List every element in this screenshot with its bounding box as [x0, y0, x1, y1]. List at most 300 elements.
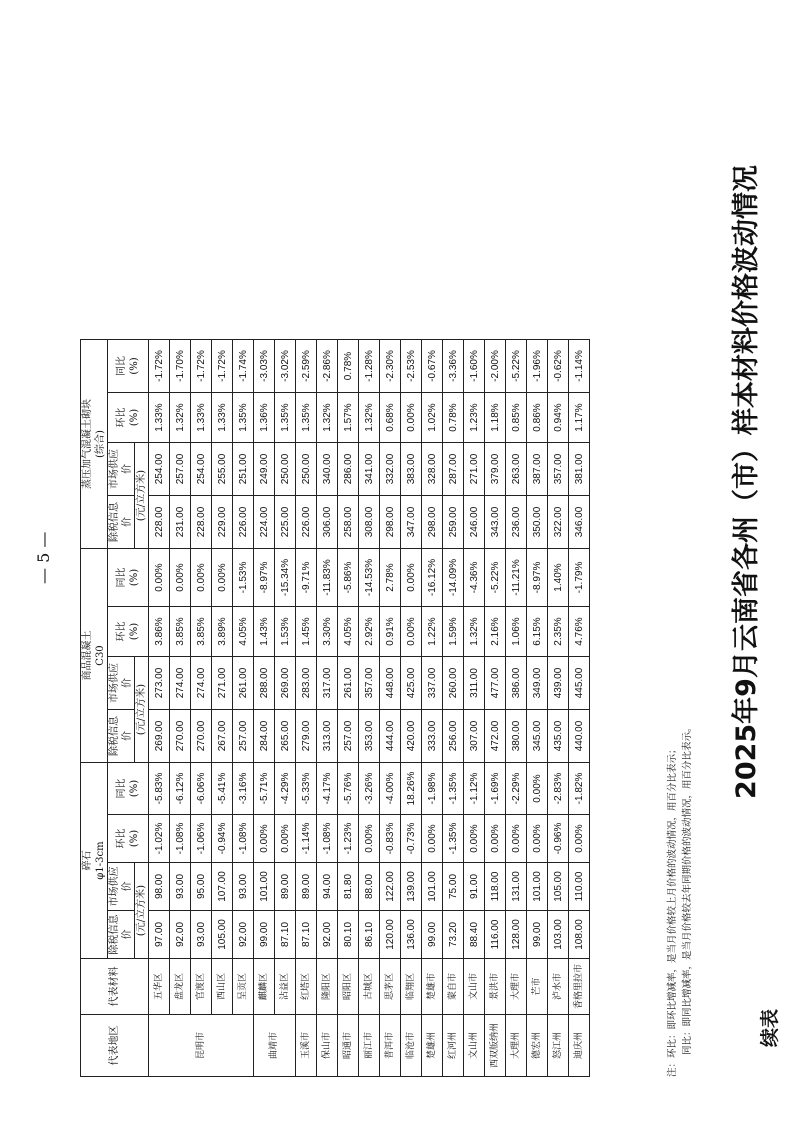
value-cell: 4.05% — [233, 607, 254, 657]
value-cell: 298.00 — [422, 496, 443, 549]
note-mom: 注：环比：即环比增减率，是当月价格较上月价格的波动情况，用百分比表示； — [667, 744, 678, 1077]
header-group-crushed-stone: 碎石 φ1-3cm — [81, 763, 108, 959]
city-cell: 昭通市 — [338, 1015, 359, 1077]
value-cell: 435.00 — [548, 710, 569, 763]
value-cell: 340.00 — [317, 443, 338, 496]
value-cell: -1.08% — [317, 815, 338, 863]
value-cell: -11.83% — [317, 549, 338, 607]
header-yoy: 同比 (%) — [108, 763, 149, 815]
value-cell: 279.00 — [296, 710, 317, 763]
value-cell: -2.83% — [548, 763, 569, 815]
value-cell: -2.53% — [401, 340, 422, 393]
value-cell: 1.59% — [443, 607, 464, 657]
value-cell: 103.00 — [548, 911, 569, 959]
district-cell: 昭阳区 — [338, 959, 359, 1015]
page-number: — 5 — — [34, 531, 53, 584]
value-cell: -8.97% — [254, 549, 275, 607]
value-cell: -6.12% — [170, 763, 191, 815]
value-cell: 256.00 — [443, 710, 464, 763]
value-cell: 1.33% — [149, 393, 170, 443]
value-cell: -5.71% — [254, 763, 275, 815]
table-row — [527, 340, 548, 1077]
table-row — [317, 340, 338, 1077]
table-row — [170, 340, 191, 1077]
value-cell: 86.10 — [359, 911, 380, 959]
value-cell: -1.74% — [233, 340, 254, 393]
city-cell: 西双版纳州 — [485, 1015, 506, 1077]
value-cell: 0.00% — [506, 815, 527, 863]
value-cell: -3.03% — [254, 340, 275, 393]
table-header — [81, 340, 149, 1077]
district-cell: 隆阳区 — [317, 959, 338, 1015]
value-cell: 257.00 — [338, 710, 359, 763]
district-cell: 麒麟区 — [254, 959, 275, 1015]
value-cell: 120.00 — [380, 911, 401, 959]
value-cell: 136.00 — [401, 911, 422, 959]
header-mom: 环比 (%) — [108, 815, 149, 863]
value-cell: 92.00 — [233, 911, 254, 959]
value-cell: 477.00 — [485, 657, 506, 710]
value-cell: 3.85% — [170, 607, 191, 657]
value-cell: 75.00 — [443, 863, 464, 911]
value-cell: -1.72% — [212, 340, 233, 393]
table-row — [254, 340, 275, 1077]
district-cell: 西山区 — [212, 959, 233, 1015]
value-cell: 254.00 — [149, 443, 170, 496]
price-table — [80, 339, 590, 1077]
value-cell: -1.14% — [296, 815, 317, 863]
table-row — [401, 340, 422, 1077]
district-cell: 盘龙区 — [170, 959, 191, 1015]
value-cell: 337.00 — [422, 657, 443, 710]
header-ex-tax: 除税信息价 — [108, 911, 135, 959]
table-row — [422, 340, 443, 1077]
value-cell: -1.60% — [464, 340, 485, 393]
value-cell: -1.12% — [464, 763, 485, 815]
value-cell: -1.70% — [170, 340, 191, 393]
value-cell: 1.35% — [296, 393, 317, 443]
value-cell: 0.00% — [422, 815, 443, 863]
table-row — [443, 340, 464, 1077]
value-cell: 271.00 — [464, 443, 485, 496]
value-cell: 322.00 — [548, 496, 569, 549]
header-ex-tax: 除税信息价 — [108, 710, 135, 763]
value-cell: -1.02% — [149, 815, 170, 863]
value-cell: 0.00% — [212, 549, 233, 607]
value-cell: 229.00 — [212, 496, 233, 549]
value-cell: 92.00 — [170, 911, 191, 959]
value-cell: 0.00% — [464, 815, 485, 863]
value-cell: 306.00 — [317, 496, 338, 549]
value-cell: 357.00 — [359, 657, 380, 710]
value-cell: -4.29% — [275, 763, 296, 815]
value-cell: -3.16% — [233, 763, 254, 815]
value-cell: -1.08% — [170, 815, 191, 863]
city-cell: 红河州 — [443, 1015, 464, 1077]
table-row — [485, 340, 506, 1077]
value-cell: -1.72% — [191, 340, 212, 393]
value-cell: -1.96% — [527, 340, 548, 393]
value-cell: -6.06% — [191, 763, 212, 815]
value-cell: 346.00 — [569, 496, 590, 549]
value-cell: 80.10 — [338, 911, 359, 959]
value-cell: 1.53% — [275, 607, 296, 657]
value-cell: 246.00 — [464, 496, 485, 549]
note-yoy: 同比：即同比增减率，是当月价格较去年同期价格的波动情况，用百分比表示。 — [682, 722, 693, 1055]
district-cell: 官渡区 — [191, 959, 212, 1015]
page-title: 2025年9月云南省各州（市）样本材料价格波动情况 — [731, 165, 762, 799]
value-cell: 0.00% — [149, 549, 170, 607]
district-cell: 五华区 — [149, 959, 170, 1015]
value-cell: -5.86% — [338, 549, 359, 607]
value-cell: 328.00 — [422, 443, 443, 496]
value-cell: 0.00% — [401, 549, 422, 607]
value-cell: 317.00 — [317, 657, 338, 710]
value-cell: -5.76% — [338, 763, 359, 815]
city-cell: 临沧市 — [401, 1015, 422, 1077]
value-cell: 379.00 — [485, 443, 506, 496]
value-cell: 387.00 — [527, 443, 548, 496]
value-cell: 261.00 — [233, 657, 254, 710]
value-cell: 0.00% — [527, 763, 548, 815]
value-cell: 107.00 — [212, 863, 233, 911]
value-cell: -0.62% — [548, 340, 569, 393]
value-cell: 311.00 — [464, 657, 485, 710]
city-cell: 怒江州 — [548, 1015, 569, 1077]
value-cell: 386.00 — [506, 657, 527, 710]
value-cell: 101.00 — [527, 863, 548, 911]
value-cell: 0.00% — [275, 815, 296, 863]
value-cell: 0.94% — [548, 393, 569, 443]
value-cell: 0.68% — [380, 393, 401, 443]
value-cell: 231.00 — [170, 496, 191, 549]
value-cell: 0.78% — [443, 393, 464, 443]
value-cell: -14.53% — [359, 549, 380, 607]
header-mom: 环比 (%) — [108, 393, 149, 443]
value-cell: 287.00 — [443, 443, 464, 496]
value-cell: 3.30% — [317, 607, 338, 657]
value-cell: 270.00 — [191, 710, 212, 763]
value-cell: 380.00 — [506, 710, 527, 763]
value-cell: 118.00 — [485, 863, 506, 911]
value-cell: 249.00 — [254, 443, 275, 496]
value-cell: 87.10 — [275, 911, 296, 959]
value-cell: 92.00 — [317, 911, 338, 959]
value-cell: 0.86% — [527, 393, 548, 443]
district-cell: 沾益区 — [275, 959, 296, 1015]
value-cell: -1.14% — [569, 340, 590, 393]
value-cell: -5.83% — [149, 763, 170, 815]
city-cell: 昆明市 — [149, 1015, 254, 1077]
value-cell: -2.86% — [317, 340, 338, 393]
value-cell: 445.00 — [569, 657, 590, 710]
value-cell: 341.00 — [359, 443, 380, 496]
value-cell: 89.00 — [275, 863, 296, 911]
value-cell: -5.41% — [212, 763, 233, 815]
value-cell: 1.33% — [191, 393, 212, 443]
value-cell: 1.32% — [317, 393, 338, 443]
value-cell: -9.71% — [296, 549, 317, 607]
value-cell: 93.00 — [170, 863, 191, 911]
value-cell: 381.00 — [569, 443, 590, 496]
value-cell: 425.00 — [401, 657, 422, 710]
value-cell: 286.00 — [338, 443, 359, 496]
value-cell: 0.00% — [527, 815, 548, 863]
value-cell: -0.83% — [380, 815, 401, 863]
value-cell: 3.86% — [149, 607, 170, 657]
value-cell: -1.98% — [422, 763, 443, 815]
value-cell: 0.00% — [401, 393, 422, 443]
city-cell: 迪庆州 — [569, 1015, 590, 1077]
value-cell: 1.32% — [464, 607, 485, 657]
value-cell: -2.59% — [296, 340, 317, 393]
value-cell: 2.78% — [380, 549, 401, 607]
value-cell: 250.00 — [275, 443, 296, 496]
value-cell: 1.18% — [485, 393, 506, 443]
value-cell: 269.00 — [149, 710, 170, 763]
value-cell: 257.00 — [233, 710, 254, 763]
table-row — [569, 340, 590, 1077]
header-group-concrete: 商品混凝土 C30 — [81, 549, 108, 763]
header-market: 市场供应价 — [108, 443, 135, 496]
header-yoy: 同比 (%) — [108, 549, 149, 607]
table-row — [506, 340, 527, 1077]
value-cell: 91.00 — [464, 863, 485, 911]
value-cell: 0.85% — [506, 393, 527, 443]
value-cell: 0.00% — [254, 815, 275, 863]
value-cell: -4.00% — [380, 763, 401, 815]
table-row — [191, 340, 212, 1077]
header-market: 市场供应价 — [108, 863, 135, 911]
value-cell: 0.78% — [338, 340, 359, 393]
value-cell: 288.00 — [254, 657, 275, 710]
district-cell: 蒙自市 — [443, 959, 464, 1015]
value-cell: 98.00 — [149, 863, 170, 911]
district-cell: 文山市 — [464, 959, 485, 1015]
district-cell: 香格里拉市 — [569, 959, 590, 1015]
value-cell: 1.17% — [569, 393, 590, 443]
value-cell: 271.00 — [212, 657, 233, 710]
value-cell: 283.00 — [296, 657, 317, 710]
table-body — [149, 340, 590, 1077]
value-cell: -1.69% — [485, 763, 506, 815]
value-cell: -1.35% — [443, 815, 464, 863]
value-cell: 108.00 — [569, 911, 590, 959]
value-cell: 1.40% — [548, 549, 569, 607]
city-cell: 楚雄州 — [422, 1015, 443, 1077]
value-cell: 258.00 — [338, 496, 359, 549]
value-cell: 420.00 — [401, 710, 422, 763]
value-cell: 105.00 — [212, 911, 233, 959]
value-cell: -2.29% — [506, 763, 527, 815]
table-row — [464, 340, 485, 1077]
table-row — [338, 340, 359, 1077]
value-cell: 2.92% — [359, 607, 380, 657]
value-cell: 255.00 — [212, 443, 233, 496]
value-cell: 116.00 — [485, 911, 506, 959]
table-row — [380, 340, 401, 1077]
value-cell: 349.00 — [527, 657, 548, 710]
header-ex-tax: 除税信息价 — [108, 496, 135, 549]
header-market: 市场供应价 — [108, 657, 135, 710]
table-row — [212, 340, 233, 1077]
value-cell: 88.00 — [359, 863, 380, 911]
value-cell: 1.43% — [254, 607, 275, 657]
value-cell: 3.85% — [191, 607, 212, 657]
table-row — [233, 340, 254, 1077]
value-cell: 313.00 — [317, 710, 338, 763]
value-cell: 93.00 — [233, 863, 254, 911]
value-cell: 18.26% — [401, 763, 422, 815]
city-cell: 丽江市 — [359, 1015, 380, 1077]
header-yoy: 同比 (%) — [108, 340, 149, 393]
value-cell: -5.22% — [485, 549, 506, 607]
value-cell: -0.73% — [401, 815, 422, 863]
value-cell: 257.00 — [170, 443, 191, 496]
value-cell: -3.36% — [443, 340, 464, 393]
value-cell: -11.21% — [506, 549, 527, 607]
value-cell: 1.33% — [212, 393, 233, 443]
value-cell: 265.00 — [275, 710, 296, 763]
value-cell: 73.20 — [443, 911, 464, 959]
city-cell: 文山州 — [464, 1015, 485, 1077]
value-cell: 99.00 — [422, 911, 443, 959]
value-cell: 347.00 — [401, 496, 422, 549]
value-cell: -1.06% — [191, 815, 212, 863]
district-cell: 临翔区 — [401, 959, 422, 1015]
header-group-block: 蒸压加气混凝土砌块 (综合) — [81, 340, 108, 549]
value-cell: 4.05% — [338, 607, 359, 657]
value-cell: 345.00 — [527, 710, 548, 763]
value-cell: 93.00 — [191, 911, 212, 959]
value-cell: 99.00 — [527, 911, 548, 959]
table-row — [149, 340, 170, 1077]
value-cell: 131.00 — [506, 863, 527, 911]
value-cell: 308.00 — [359, 496, 380, 549]
district-cell: 古城区 — [359, 959, 380, 1015]
value-cell: 1.06% — [506, 607, 527, 657]
value-cell: 81.80 — [338, 863, 359, 911]
value-cell: 0.91% — [380, 607, 401, 657]
value-cell: 0.00% — [485, 815, 506, 863]
value-cell: -4.36% — [464, 549, 485, 607]
value-cell: 0.00% — [191, 549, 212, 607]
value-cell: 99.00 — [254, 911, 275, 959]
value-cell: 1.02% — [422, 393, 443, 443]
value-cell: 270.00 — [170, 710, 191, 763]
value-cell: 254.00 — [191, 443, 212, 496]
value-cell: 439.00 — [548, 657, 569, 710]
value-cell: 353.00 — [359, 710, 380, 763]
value-cell: 0.00% — [359, 815, 380, 863]
city-cell: 普洱市 — [380, 1015, 401, 1077]
value-cell: 226.00 — [296, 496, 317, 549]
value-cell: 1.45% — [296, 607, 317, 657]
value-cell: 236.00 — [506, 496, 527, 549]
value-cell: 357.00 — [548, 443, 569, 496]
header-unit: (元/立方米) — [135, 863, 149, 959]
value-cell: 139.00 — [401, 863, 422, 911]
value-cell: 448.00 — [380, 657, 401, 710]
city-cell: 玉溪市 — [296, 1015, 317, 1077]
district-cell: 大理市 — [506, 959, 527, 1015]
value-cell: -1.72% — [149, 340, 170, 393]
value-cell: 1.23% — [464, 393, 485, 443]
value-cell: 267.00 — [212, 710, 233, 763]
value-cell: 274.00 — [170, 657, 191, 710]
value-cell: 0.00% — [569, 815, 590, 863]
value-cell: -2.30% — [380, 340, 401, 393]
value-cell: 1.35% — [233, 393, 254, 443]
value-cell: 383.00 — [401, 443, 422, 496]
value-cell: -8.97% — [527, 549, 548, 607]
value-cell: 2.16% — [485, 607, 506, 657]
value-cell: 250.00 — [296, 443, 317, 496]
value-cell: 6.15% — [527, 607, 548, 657]
district-cell: 楚雄市 — [422, 959, 443, 1015]
value-cell: -1.35% — [443, 763, 464, 815]
value-cell: 87.10 — [296, 911, 317, 959]
table-row — [296, 340, 317, 1077]
value-cell: -1.28% — [359, 340, 380, 393]
table-row — [359, 340, 380, 1077]
value-cell: 1.35% — [275, 393, 296, 443]
value-cell: -4.17% — [317, 763, 338, 815]
value-cell: 105.00 — [548, 863, 569, 911]
value-cell: 4.76% — [569, 607, 590, 657]
district-cell: 思茅区 — [380, 959, 401, 1015]
value-cell: 1.36% — [254, 393, 275, 443]
value-cell: -3.02% — [275, 340, 296, 393]
value-cell: -15.34% — [275, 549, 296, 607]
city-cell: 德宏州 — [527, 1015, 548, 1077]
value-cell: 260.00 — [443, 657, 464, 710]
header-region: 代表地区 — [81, 1015, 149, 1077]
value-cell: 1.22% — [422, 607, 443, 657]
value-cell: -14.09% — [443, 549, 464, 607]
district-cell: 芒市 — [527, 959, 548, 1015]
value-cell: 332.00 — [380, 443, 401, 496]
header-unit: (元/立方米) — [135, 443, 149, 549]
value-cell: 444.00 — [380, 710, 401, 763]
table-row — [548, 340, 569, 1077]
value-cell: -1.79% — [569, 549, 590, 607]
value-cell: -5.33% — [296, 763, 317, 815]
value-cell: 94.00 — [317, 863, 338, 911]
value-cell: -0.96% — [548, 815, 569, 863]
continuation-label: 续表 — [759, 1008, 781, 1047]
value-cell: 110.00 — [569, 863, 590, 911]
value-cell: -1.53% — [233, 549, 254, 607]
value-cell: 333.00 — [422, 710, 443, 763]
district-cell: 泸水市 — [548, 959, 569, 1015]
value-cell: 263.00 — [506, 443, 527, 496]
value-cell: 228.00 — [149, 496, 170, 549]
value-cell: 97.00 — [149, 911, 170, 959]
value-cell: -1.82% — [569, 763, 590, 815]
value-cell: -3.26% — [359, 763, 380, 815]
value-cell: 1.32% — [359, 393, 380, 443]
value-cell: 95.00 — [191, 863, 212, 911]
city-cell: 曲靖市 — [254, 1015, 296, 1077]
value-cell: 274.00 — [191, 657, 212, 710]
value-cell: 224.00 — [254, 496, 275, 549]
value-cell: 101.00 — [254, 863, 275, 911]
value-cell: -1.23% — [338, 815, 359, 863]
value-cell: 251.00 — [233, 443, 254, 496]
value-cell: -0.94% — [212, 815, 233, 863]
value-cell: 261.00 — [338, 657, 359, 710]
